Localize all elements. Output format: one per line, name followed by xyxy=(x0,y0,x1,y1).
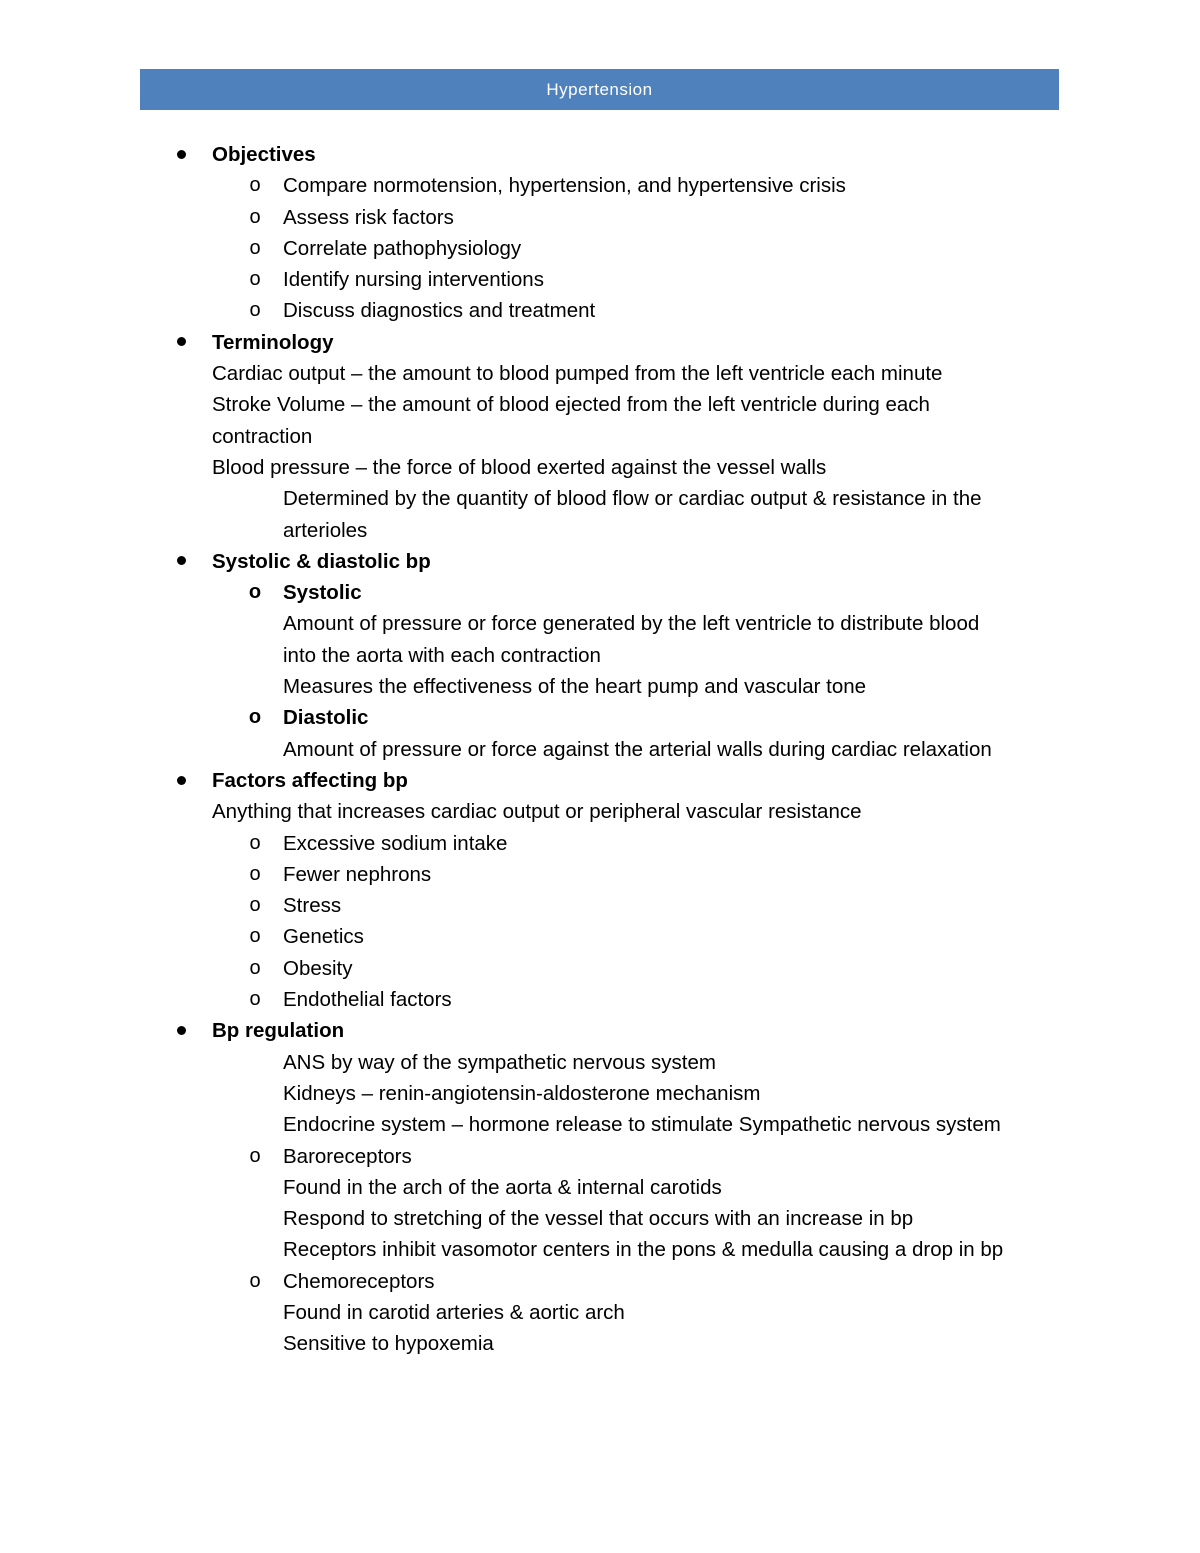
header-title: Hypertension xyxy=(546,80,653,99)
sub-bullet-icon: o xyxy=(249,1269,261,1292)
body-text: Sensitive to hypoxemia xyxy=(283,1332,494,1356)
body-text: Amount of pressure or force against the arterial walls during cardiac relaxation xyxy=(283,737,992,761)
bullet-icon xyxy=(175,139,187,170)
body-text: Amount of pressure or force generated by the left ventricle to distribute blood xyxy=(283,612,980,636)
sub-bullet-icon: o xyxy=(249,1144,261,1167)
sub-bullet-icon: o xyxy=(248,706,262,729)
body-text: Endocrine system – hormone release to stimulate Sympathetic nervous system xyxy=(283,1113,1001,1137)
sub-bullet-icon: o xyxy=(249,988,261,1011)
sub-bullet-icon: o xyxy=(249,862,261,885)
body-text: contraction xyxy=(212,424,313,448)
section-heading-terminology: Terminology xyxy=(0,327,1200,358)
sub-bullet-icon: o xyxy=(249,268,261,291)
sub-bullet-icon: o xyxy=(249,299,261,322)
page-header xyxy=(140,69,1059,110)
document-body xyxy=(0,139,1200,1360)
list-item: o Correlate pathophysiology xyxy=(0,233,1200,264)
list-item: o Stress xyxy=(0,890,1200,921)
sub-bullet-icon: o xyxy=(249,956,261,979)
body-text: arterioles xyxy=(283,518,368,542)
sub-bullet-icon: o xyxy=(249,205,261,228)
bullet-icon xyxy=(175,327,187,358)
list-item: o Excessive sodium intake xyxy=(0,828,1200,859)
body-text: Measures the effectiveness of the heart pump and vascular tone xyxy=(283,675,867,699)
body-text: into the aorta with each contraction xyxy=(283,643,601,667)
body-text: Kidneys – renin-angiotensin-aldosterone mechanism xyxy=(283,1081,761,1105)
bullet-icon xyxy=(175,546,187,577)
section-heading-objectives: Objectives xyxy=(0,139,1200,170)
list-item: o Fewer nephrons xyxy=(0,859,1200,890)
sub-bullet-icon: o xyxy=(249,236,261,259)
body-text: Blood pressure – the force of blood exerted against the vessel walls xyxy=(212,455,827,479)
body-text: Found in carotid arteries & aortic arch xyxy=(283,1300,625,1324)
list-item: o Compare normotension, hypertension, and hypertensive crisis xyxy=(0,170,1200,201)
list-item: o Discuss diagnostics and treatment xyxy=(0,295,1200,326)
list-item: o Obesity xyxy=(0,953,1200,984)
subheading-chemoreceptors: o Chemoreceptors xyxy=(0,1266,1200,1297)
sub-bullet-icon: o xyxy=(249,894,261,917)
sub-bullet-icon: o xyxy=(248,581,262,604)
subheading-systolic: o Systolic xyxy=(0,577,1200,608)
body-text: Cardiac output – the amount to blood pumped from the left ventricle each minute xyxy=(212,362,943,386)
list-item: o Genetics xyxy=(0,921,1200,952)
section-heading-systolic-diastolic: Systolic & diastolic bp xyxy=(0,546,1200,577)
subheading-diastolic: o Diastolic xyxy=(0,702,1200,733)
body-text: Stroke Volume – the amount of blood ejected from the left ventricle during each xyxy=(212,393,930,417)
subheading-baroreceptors: o Baroreceptors xyxy=(0,1141,1200,1172)
body-text: ANS by way of the sympathetic nervous system xyxy=(283,1050,716,1074)
body-text: Anything that increases cardiac output or peripheral vascular resistance xyxy=(212,800,862,824)
body-text: Receptors inhibit vasomotor centers in the pons & medulla causing a drop in bp xyxy=(283,1238,1004,1262)
list-item: o Identify nursing interventions xyxy=(0,264,1200,295)
body-text: Found in the arch of the aorta & internal carotids xyxy=(283,1175,722,1199)
body-text: Respond to stretching of the vessel that occurs with an increase in bp xyxy=(283,1207,914,1231)
body-text: Determined by the quantity of blood flow or cardiac output & resistance in the xyxy=(283,487,982,511)
section-heading-regulation: Bp regulation xyxy=(0,1015,1200,1046)
bullet-icon xyxy=(175,1015,187,1046)
section-heading-factors: Factors affecting bp xyxy=(0,765,1200,796)
bullet-icon xyxy=(175,765,187,796)
sub-bullet-icon: o xyxy=(249,925,261,948)
list-item: o Assess risk factors xyxy=(0,202,1200,233)
sub-bullet-icon: o xyxy=(249,174,261,197)
list-item: o Endothelial factors xyxy=(0,984,1200,1015)
sub-bullet-icon: o xyxy=(249,831,261,854)
